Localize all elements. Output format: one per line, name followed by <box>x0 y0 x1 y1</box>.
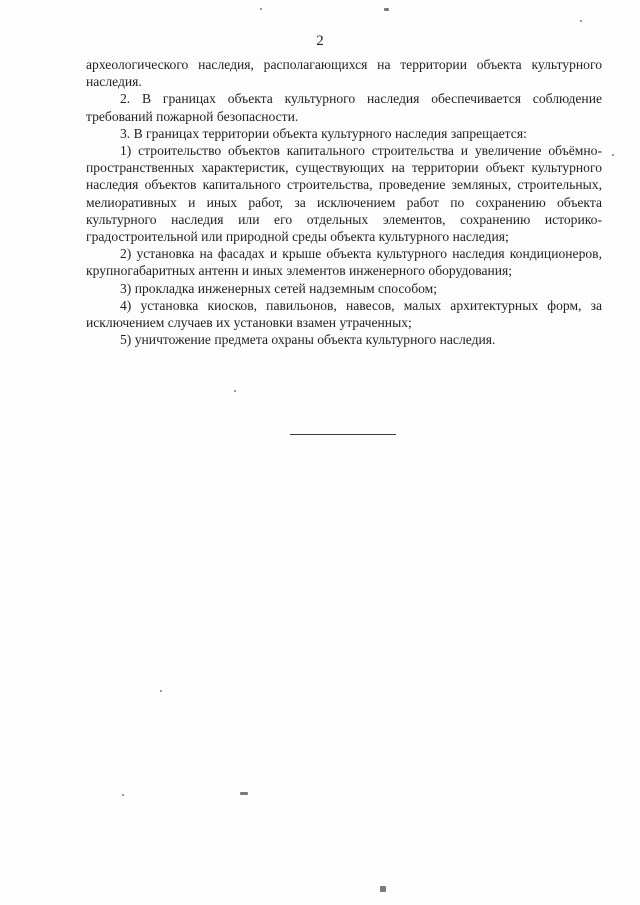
page-number: 2 <box>316 33 324 49</box>
prohibition-item-2: 2) установка на фасадах и крыше объекта культурного наследия кондиционеров, крупногабаритных антенн и иных элементов инженерного оборудования; <box>86 246 602 279</box>
prohibition-item-1: 1) строительство объектов капитального строительства и увеличение объёмно-пространственных характеристик, существующих на территории объект культурного наследия объектов капитального строительства, проведение земляных, строительных, мелиоративных и иных работ, за исключением работ по сохранению объекта культурного наследия или его отдельных элементов, сохранению историко-градостроительной или природной среды объекта культурного наследия; <box>86 143 602 245</box>
prohibition-item-3: 3) прокладка инженерных сетей надземным способом; <box>120 280 438 296</box>
scan-speck <box>234 390 236 392</box>
scan-speck <box>260 8 262 10</box>
document-body <box>86 56 602 348</box>
prohibition-item-4: 4) установка киосков, павильонов, навесов, малых архитектурных форм, за исключением случаев их установки взамен утраченных; <box>86 297 602 331</box>
paragraph-fire-safety: 2. В границах объекта культурного наследия обеспечивается соблюдение требований пожарной безопасности. <box>86 91 602 124</box>
closing-separator-line <box>290 434 396 435</box>
scan-speck <box>160 690 162 692</box>
scan-speck <box>384 8 389 11</box>
scan-speck <box>580 20 582 22</box>
paragraph-prohibitions-intro: 3. В границах территории объекта культурного наследия запрещается: <box>120 125 527 141</box>
scan-speck <box>380 886 386 892</box>
paragraph-continuation: археологического наследия, располагающихся на территории объекта культурного наследия. <box>86 57 602 90</box>
scan-speck <box>612 154 614 156</box>
scan-speck <box>240 792 248 795</box>
prohibition-item-5: 5) уничтожение предмета охраны объекта культурного наследия. <box>120 332 496 348</box>
scan-speck <box>122 794 124 796</box>
